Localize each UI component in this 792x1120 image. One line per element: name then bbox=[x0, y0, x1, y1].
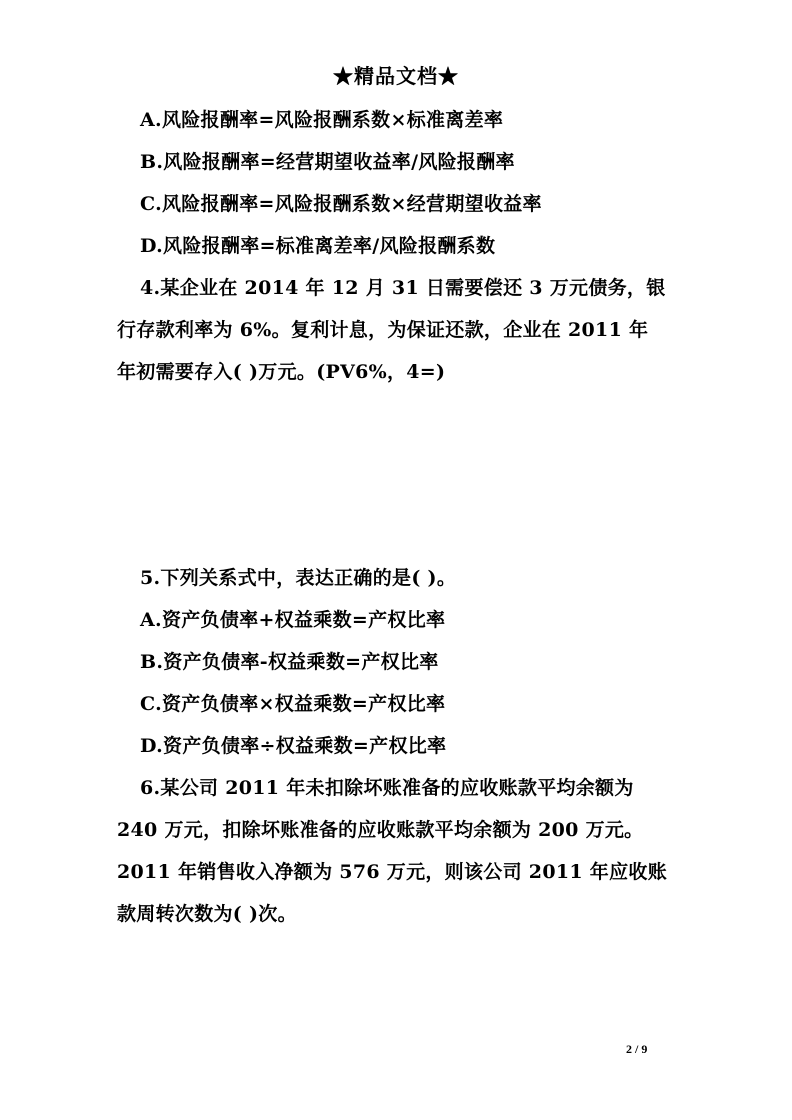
q4-line-2: 行存款利率为 6%。复利计息，为保证还款，企业在 2011 年 bbox=[117, 319, 649, 341]
q6-line-3: 2011 年销售收入净额为 576 万元，则该公司 2011 年应收账 bbox=[117, 861, 667, 883]
q3-option-d: D.风险报酬率=标准离差率/风险报酬系数 bbox=[140, 235, 496, 257]
q5-option-d: D.资产负债率÷权益乘数=产权比率 bbox=[140, 735, 447, 757]
q3-option-a: A.风险报酬率=风险报酬系数×标准离差率 bbox=[140, 109, 504, 131]
page-number: 2 / 9 bbox=[626, 1042, 648, 1056]
page-header: ★精品文档★ bbox=[333, 64, 459, 88]
q3-option-b: B.风险报酬率=经营期望收益率/风险报酬率 bbox=[140, 151, 515, 173]
q6-line-1: 6.某公司 2011 年未扣除坏账准备的应收账款平均余额为 bbox=[140, 777, 634, 799]
q4-line-1: 4.某企业在 2014 年 12 月 31 日需要偿还 3 万元债务，银 bbox=[140, 277, 666, 299]
q6-line-2: 240 万元，扣除坏账准备的应收账款平均余额为 200 万元。 bbox=[117, 819, 644, 841]
q5-stem: 5.下列关系式中，表达正确的是( )。 bbox=[140, 567, 457, 589]
q5-option-b: B.资产负债率-权益乘数=产权比率 bbox=[140, 651, 439, 673]
q4-line-3: 年初需要存入( )万元。(PV6%，4=) bbox=[117, 361, 446, 383]
q5-option-a: A.资产负债率+权益乘数=产权比率 bbox=[140, 609, 446, 631]
q3-option-c: C.风险报酬率=风险报酬系数×经营期望收益率 bbox=[140, 193, 542, 215]
q5-option-c: C.资产负债率×权益乘数=产权比率 bbox=[140, 693, 446, 715]
q6-line-4: 款周转次数为( )次。 bbox=[117, 903, 297, 925]
